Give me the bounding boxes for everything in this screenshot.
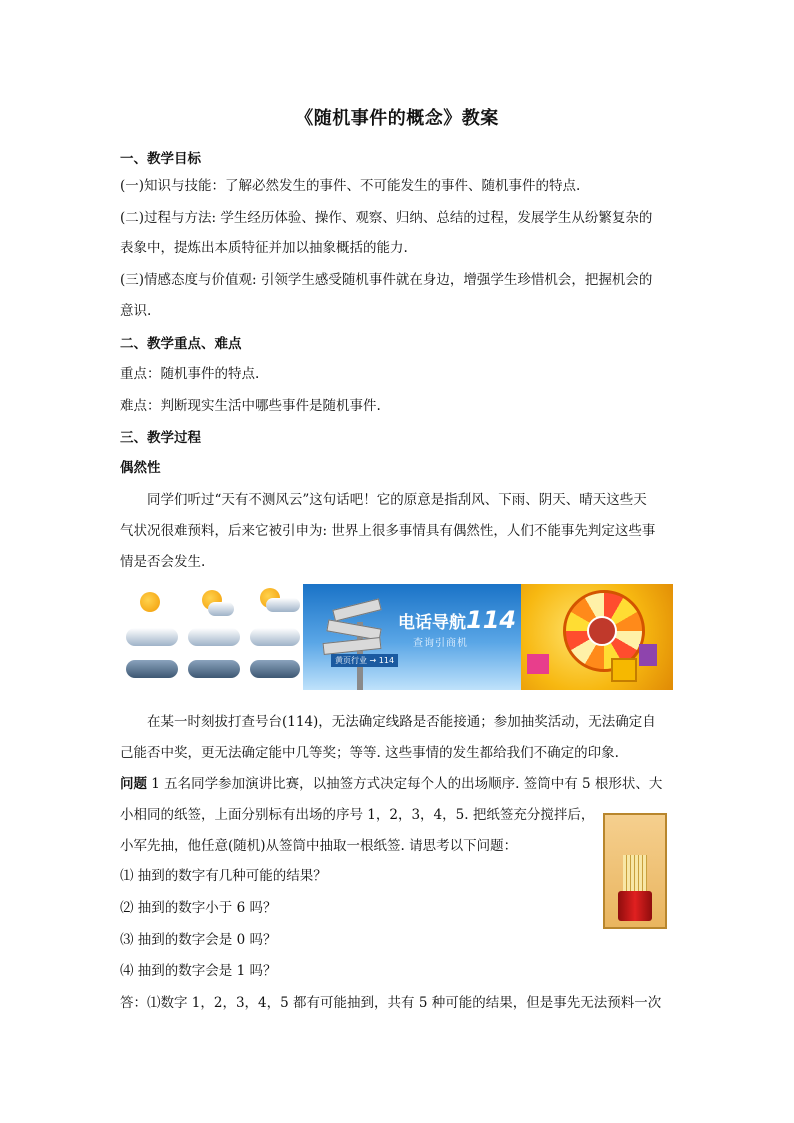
gift-box-icon <box>527 654 549 674</box>
weather-icons-image <box>120 584 303 690</box>
document-title: 《随机事件的概念》教案 <box>295 108 499 129</box>
goal-process-line1: (二)过程与方法: 学生经历体验、操作、观察、归纳、总结的过程，发展学生从纷繁复杂的 <box>120 210 653 226</box>
problem-1-line1 <box>120 772 662 792</box>
paragraph-2-line2: 己能否中奖，更无法确定能中几等奖；等等. 这些事情的发生都给我们不确定的印象. <box>120 745 619 761</box>
sun-icon <box>140 592 160 612</box>
problem-1-text: 1 五名同学参加演讲比赛，以抽签方式决定每个人的出场顺序. 签筒中有 5 根形状、大 <box>151 776 663 792</box>
phone-ad-number: 114 <box>466 606 517 634</box>
question-2: ⑵ 抽到的数字小于 6 吗？ <box>120 900 277 916</box>
problem-1-line3: 小军先抽，他任意(随机)从签筒中抽取一根纸签. 请思考以下问题： <box>120 838 518 854</box>
paragraph-1-line1: 同学们听过“天有不测风云”这句话吧！它的原意是指刮风、下雨、阴天、晴天这些天 <box>147 492 647 508</box>
wheel-hub <box>587 616 617 646</box>
question-4: ⑷ 抽到的数字会是 1 吗？ <box>120 963 277 979</box>
snow-cloud-icon <box>250 660 300 678</box>
answer-line: 答：⑴数字 1，2，3，4，5 都有可能抽到，共有 5 种可能的结果，但是事先无法预料一次 <box>120 995 662 1011</box>
paragraph-2-line1: 在某一时刻拔打查号台(114)，无法确定线路是否能接通；参加抽奖活动，无法确定自 <box>147 714 656 730</box>
paragraph-1-line3: 情是否会发生. <box>120 554 206 570</box>
key-point: 重点：随机事件的特点. <box>120 366 260 382</box>
section-heading-goals: 一、教学目标 <box>120 151 201 167</box>
rain-cloud-icon <box>126 660 178 678</box>
goal-attitude-line1: (三)情感态度与价值观: 引领学生感受随机事件就在身边，增强学生珍惜机会，把握机会的 <box>120 272 653 288</box>
goal-knowledge: (一)知识与技能：了解必然发生的事件、不可能发生的事件、随机事件的特点. <box>120 178 581 194</box>
gift-box-icon <box>611 658 637 682</box>
signboard <box>323 637 382 655</box>
question-1: ⑴ 抽到的数字有几种可能的结果？ <box>120 868 327 884</box>
lot-drawing-tube-image <box>603 813 667 929</box>
gift-box-icon <box>639 644 657 666</box>
cloud-icon <box>188 628 240 646</box>
lottery-wheel-image <box>521 584 673 690</box>
section-heading-keypoints: 二、教学重点、难点 <box>120 336 242 352</box>
paper-lots <box>623 855 647 895</box>
phone-ad-sign: 黄页行业 → 114 <box>331 654 398 667</box>
rain-cloud-icon <box>188 660 240 678</box>
problem-1-line2: 小相同的纸签，上面分别标有出场的序号 1，2，3，4，5. 把纸签充分搅拌后， <box>120 807 595 823</box>
goal-attitude-line2: 意识. <box>120 303 152 319</box>
phone-ad-subtitle: 查询引商机 <box>413 638 468 649</box>
section-heading-process: 三、教学过程 <box>120 430 201 446</box>
cloud-icon <box>266 598 300 612</box>
lot-tube <box>618 891 652 921</box>
cloud-icon <box>126 628 178 646</box>
illustration-strip <box>120 584 673 690</box>
question-3: ⑶ 抽到的数字会是 0 吗？ <box>120 932 277 948</box>
phone-ad-title-text: 电话导航 <box>398 613 466 633</box>
phone-directory-ad-image <box>303 584 521 690</box>
difficult-point: 难点：判断现实生活中哪些事件是随机事件. <box>120 398 381 414</box>
cloud-icon <box>250 628 300 646</box>
subheading-chance: 偶然性 <box>120 460 161 476</box>
goal-process-line2: 表象中，提炼出本质特征并加以抽象概括的能力. <box>120 240 408 256</box>
signboard <box>332 598 381 621</box>
problem-label: 问题 <box>120 776 147 792</box>
phone-ad-title <box>398 606 516 634</box>
paragraph-1-line2: 气状况很难预料，后来它被引申为: 世界上很多事情具有偶然性，人们不能事先判定这些事 <box>120 523 656 539</box>
cloud-icon <box>208 602 234 616</box>
